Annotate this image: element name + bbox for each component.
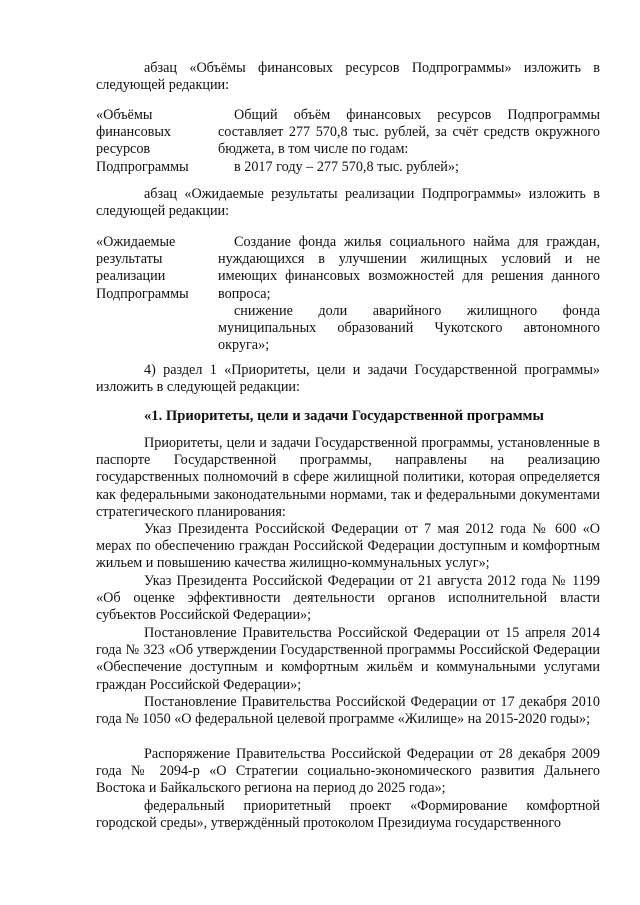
paragraph-resolution-1050: Постановление Правительства Российской Федерации от 17 декабря 2010 года № 1050 «О федеральной целевой программе «Жилище» на 2015-2020 годы»; (96, 694, 600, 728)
paragraph-financial-intro: абзац «Объёмы финансовых ресурсов Подпрограммы» изложить в следующей редакции: (96, 60, 600, 94)
table-cell-financial-year: в 2017 году – 277 570,8 тыс. рублей»; (234, 158, 459, 175)
table-label-results: «Ожидаемые результаты реализации Подпрограммы (96, 234, 189, 302)
table-label-financial: «Объёмы финансовых ресурсов Подпрограммы (96, 107, 189, 175)
paragraph-section-intro: 4) раздел 1 «Приоритеты, цели и задачи Государственной программы» изложить в следующей редакции: (96, 362, 600, 396)
table-financial-resources (96, 107, 600, 177)
section-heading: «1. Приоритеты, цели и задачи Государственной программы (144, 408, 544, 424)
table-content-results (218, 234, 600, 354)
table-cell-results-fund: Создание фонда жилья социального найма для граждан, нуждающихся в улучшении жилищных условий и не имеющих финансовых возможностей для решения данного вопроса; (218, 234, 600, 302)
table-cell-financial-total: Общий объём финансовых ресурсов Подпрограммы составляет 277 570,8 тыс. рублей, за счёт средств окружного бюджета, в том числе по годам: (218, 107, 600, 158)
paragraph-resolution-323: Постановление Правительства Российской Федерации от 15 апреля 2014 года № 323 «Об утверждении Государственной программы Российской Федерации «Обеспечение доступным и комфортным жильём и коммунальными услугами граждан Российской Федерации»; (96, 625, 600, 693)
table-expected-results (96, 234, 600, 356)
paragraph-decree-1199: Указ Президента Российской Федерации от 21 августа 2012 года № 1199 «Об оценке эффективности деятельности органов исполнительной власти субъектов Российской Федерации»; (96, 573, 600, 624)
paragraph-results-intro: абзац «Ожидаемые результаты реализации Подпрограммы» изложить в следующей редакции: (96, 186, 600, 220)
table-cell-results-reduction: снижение доли аварийного жилищного фонда муниципальных образований Чукотского автономного округа»; (218, 302, 600, 354)
paragraph-decree-600: Указ Президента Российской Федерации от 7 мая 2012 года № 600 «О мерах по обеспечению граждан Российской Федерации доступным и комфортным жильем и повышению качества жилищно-коммунальных услуг»; (96, 521, 600, 572)
paragraph-priorities: Приоритеты, цели и задачи Государственной программы, установленные в паспорте Государственной программы, направлены на реализацию государственных полномочий в сфере жилищной политики, которая определяется как федеральными законодательными нормами, так и федеральными документами стратегического планирования: (96, 435, 600, 520)
table-content-financial (218, 107, 600, 176)
paragraph-federal-project: федеральный приоритетный проект «Формирование комфортной городской среды», утверждённый протоколом Президиума государственного (96, 798, 600, 832)
paragraph-order-2094: Распоряжение Правительства Российской Федерации от 28 декабря 2009 года № 2094-р «О Стратегии социально-экономического развития Дальнего Востока и Байкальского региона на период до 2025 года»; (96, 746, 600, 797)
